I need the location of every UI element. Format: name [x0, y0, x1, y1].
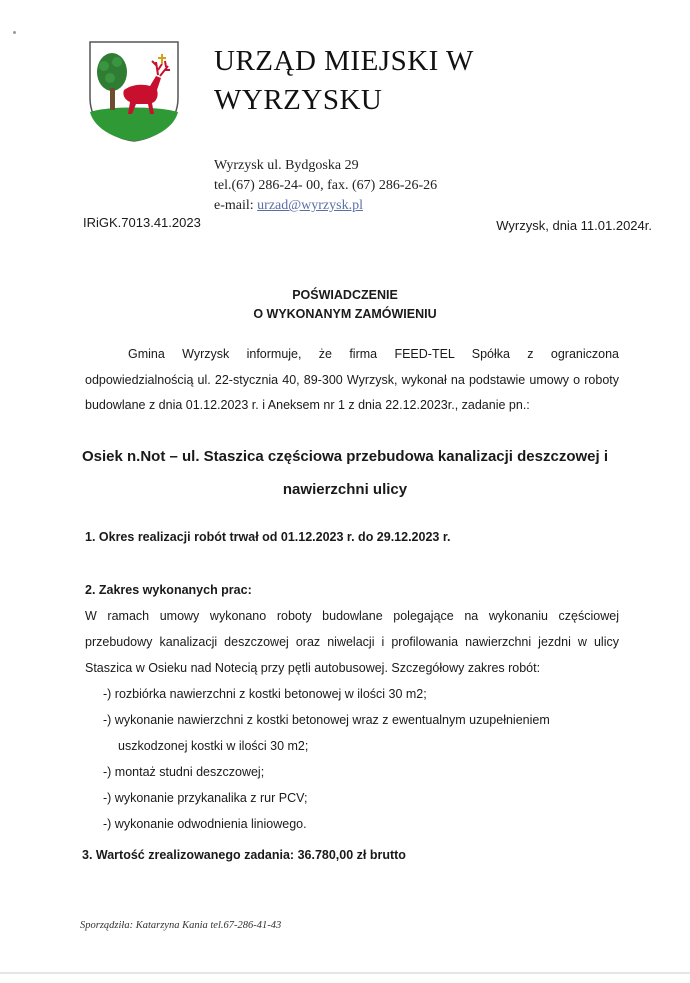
document-heading: [0, 286, 690, 324]
list-item: -) wykonanie przykanalika z rur PCV;: [103, 791, 308, 805]
intro-text: Gmina Wyrzysk informuje, że firma FEED-TEL Spółka z ograniczona odpowiedzialnością ul. 22-stycznia 40, 89-300 Wyrzysk, wykonał na podstawie umowy o roboty budowlane z dnia 01.12.2023 r. i Aneksem nr 1 z dnia 22.12.2023r., zadanie pn.:: [85, 347, 619, 412]
section-task-value: 3. Wartość zrealizowanego zadania: 36.780,00 zł brutto: [82, 848, 406, 862]
email-link[interactable]: urzad@wyrzysk.pl: [257, 198, 363, 213]
office-title-line1: URZĄD MIEJSKI W: [214, 45, 474, 77]
prepared-by: Sporządziła: Katarzyna Kania tel.67-286-41-43: [80, 920, 282, 931]
coat-of-arms-icon: [88, 40, 180, 142]
page-bottom-edge: [0, 972, 690, 974]
list-item: -) wykonanie nawierzchni z kostki betonowej wraz z ewentualnym uzupełnieniem uszkodzonej kostki w ilości 30 m2;: [103, 713, 550, 753]
heading-line2: O WYKONANYM ZAMÓWIENIU: [253, 307, 437, 321]
work-items-list: [103, 681, 623, 837]
reference-number: IRiGK.7013.41.2023: [83, 215, 201, 230]
document-date: Wyrzysk, dnia 11.01.2024r.: [496, 218, 652, 233]
list-item: -) wykonanie odwodnienia liniowego.: [103, 817, 307, 831]
list-item: -) montaż studni deszczowej;: [103, 765, 265, 779]
section-scope-body: W ramach umowy wykonano roboty budowlane polegające na wykonaniu częściowej przebudowy kanalizacji deszczowej oraz niwelacji i profilowania nawierzchni jezdni w ulicy Staszica w Osieku nad Notecią przy pętli autobusowej. Szczegółowy zakres robót:: [85, 609, 619, 675]
contact-block: [214, 156, 437, 216]
section-completion-period: 1. Okres realizacji robót trwał od 01.12.2023 r. do 29.12.2023 r.: [85, 530, 451, 544]
email-line: [214, 196, 437, 216]
email-label: e-mail:: [214, 198, 258, 213]
office-title-line2: WYRZYSKU: [214, 84, 383, 116]
task-title: [0, 440, 690, 506]
task-title-line2: nawierzchni ulicy: [282, 481, 408, 498]
office-title: [214, 42, 514, 120]
intro-paragraph: [85, 342, 619, 419]
list-item: -) rozbiórka nawierzchni z kostki betonowej w ilości 30 m2;: [103, 687, 427, 701]
section-scope-heading: 2. Zakres wykonanych prac:: [85, 583, 252, 597]
scan-artifact-dot: [13, 31, 16, 34]
heading-line1: POŚWIADCZENIE: [292, 288, 398, 302]
phone-fax: tel.(67) 286-24- 00, fax. (67) 286-26-26: [214, 178, 438, 193]
task-title-line1: Osiek n.Not – ul. Staszica częściowa przebudowa kanalizacji deszczowej i: [81, 448, 609, 465]
address: Wyrzysk ul. Bydgoska 29: [214, 158, 359, 173]
